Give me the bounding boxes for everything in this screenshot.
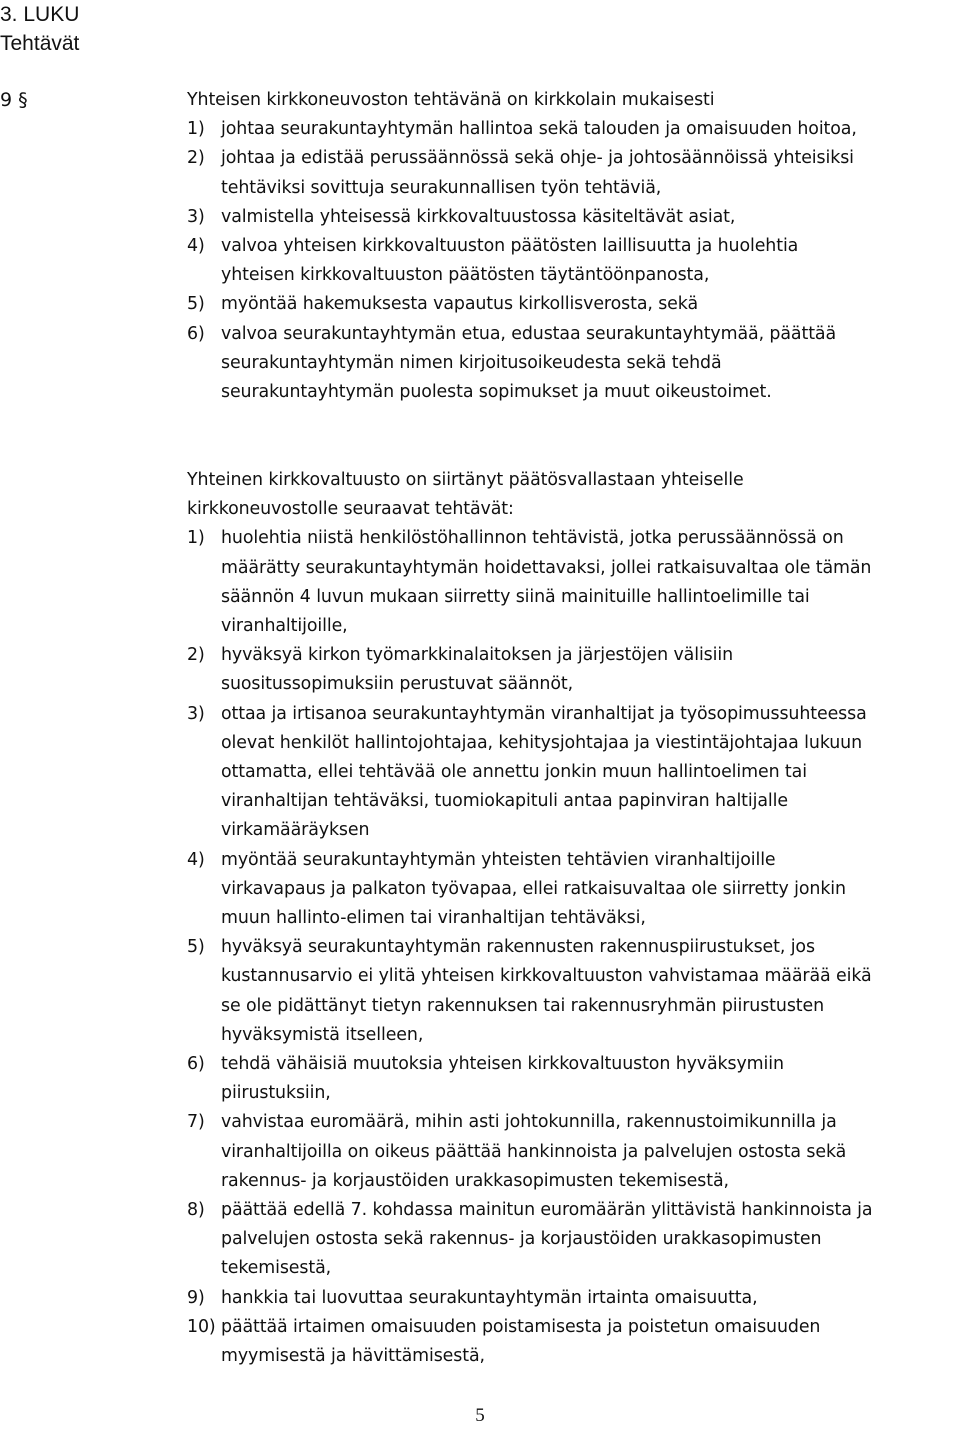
item-number: 10): [187, 1316, 216, 1337]
item-text-line: se ole pidättänyt tietyn rakennuksen tai rakennusryhmän piirustusten: [221, 995, 825, 1016]
item-number: 6): [187, 323, 205, 344]
item-text: [221, 1313, 957, 1371]
list-item: [187, 290, 957, 319]
item-text-line: vahvistaa euromäärä, mihin asti johtokunnilla, rakennustoimikunnilla ja: [221, 1112, 837, 1133]
item-number: 1): [187, 119, 205, 140]
delegation-body: [187, 466, 957, 1371]
item-text-line: huolehtia niistä henkilöstöhallinnon tehtävistä, jotka perussäännössä on: [221, 528, 844, 549]
item-number: 3): [187, 703, 205, 724]
item-number: 8): [187, 1200, 205, 1221]
list-item: [187, 524, 957, 641]
delegation-intro: [187, 466, 957, 524]
item-text-line: päättää irtaimen omaisuuden poistamisesta ja poistetun omaisuuden: [221, 1316, 821, 1337]
item-number: 2): [187, 645, 205, 666]
list-item: [187, 1108, 957, 1196]
item-text-line: ottaa ja irtisanoa seurakuntayhtymän viranhaltijat ja työsopimussuhteessa: [221, 703, 867, 724]
chapter-number: 3. LUKU: [0, 3, 80, 26]
item-text-line: viranhaltijoilla on oikeus päättää hankinnoista ja palvelujen ostosta sekä: [221, 1141, 847, 1162]
item-text: [221, 1284, 957, 1313]
list-item: [187, 933, 957, 1050]
item-text: [221, 320, 957, 408]
item-text-line: rakennus- ja korjaustöiden urakkasopimusten tekemisestä,: [221, 1170, 729, 1191]
item-text-line: säännön 4 luvun mukaan siirretty siinä mainituille hallintoelimille tai: [221, 586, 810, 607]
item-number: 7): [187, 1112, 205, 1133]
chapter-heading: [0, 0, 79, 58]
list-item: [187, 203, 957, 232]
section-number: 9 §: [0, 89, 28, 111]
item-text-line: valmistella yhteisessä kirkkovaltuustossa käsiteltävät asiat,: [221, 206, 736, 227]
item-text-line: hankkia tai luovuttaa seurakuntayhtymän irtainta omaisuutta,: [221, 1287, 758, 1308]
list-item: [187, 641, 957, 699]
list-item: [187, 1196, 957, 1284]
item-text-line: seurakuntayhtymän nimen kirjoitusoikeudesta sekä tehdä: [221, 352, 722, 373]
list-item: [187, 1313, 957, 1371]
item-text-line: piirustuksiin,: [221, 1083, 331, 1104]
item-text: [221, 115, 957, 144]
item-text-line: tehtäviksi sovittuja seurakunnallisen työn tehtäviä,: [221, 177, 662, 198]
item-text-line: ottamatta, ellei tehtävää ole annettu jonkin muun hallintoelimen tai: [221, 762, 807, 783]
section-intro: Yhteisen kirkkoneuvoston tehtävänä on kirkkolain mukaisesti: [187, 90, 715, 110]
item-text-line: tekemisestä,: [221, 1258, 332, 1279]
item-number: 4): [187, 849, 205, 870]
item-number: 1): [187, 528, 205, 549]
item-text: [221, 1196, 957, 1284]
item-number: 5): [187, 937, 205, 958]
item-text: [221, 1050, 957, 1108]
item-text: [221, 1108, 957, 1196]
item-text-line: päättää edellä 7. kohdassa mainitun euromäärän ylittävistä hankinnoista ja: [221, 1200, 873, 1221]
item-text-line: valvoa yhteisen kirkkovaltuuston päätösten laillisuutta ja huolehtia: [221, 236, 799, 257]
list-item: [187, 144, 957, 202]
item-text-line: viranhaltijan tehtäväksi, tuomiokapituli antaa papinviran haltijalle: [221, 791, 788, 812]
item-text-line: määrätty seurakuntayhtymän hoidettavaksi, jollei ratkaisuvaltaa ole tämän: [221, 557, 872, 578]
item-text-line: hyväksyä seurakuntayhtymän rakennusten rakennuspiirustukset, jos: [221, 937, 815, 958]
item-text: [221, 232, 957, 290]
list-item: [187, 700, 957, 846]
item-text-line: myymisestä ja hävittämisestä,: [221, 1346, 485, 1367]
item-number: 2): [187, 148, 205, 169]
delegation-intro-line: kirkkoneuvostolle seuraavat tehtävät:: [187, 499, 514, 520]
item-text-line: myöntää seurakuntayhtymän yhteisten tehtävien viranhaltijoille: [221, 849, 776, 870]
item-text-line: virkamääräyksen: [221, 820, 370, 841]
item-text: [221, 700, 957, 846]
item-text: [221, 524, 957, 641]
section-9-body: [187, 86, 957, 407]
item-number: 4): [187, 236, 205, 257]
list-item: [187, 846, 957, 934]
list-item: [187, 115, 957, 144]
item-number: 6): [187, 1054, 205, 1075]
item-text: [221, 144, 957, 202]
item-text: [221, 933, 957, 1050]
item-text-line: suositussopimuksiin perustuvat säännöt,: [221, 674, 574, 695]
item-text: [221, 290, 957, 319]
item-text: [221, 846, 957, 934]
list-item: [187, 232, 957, 290]
item-text-line: myöntää hakemuksesta vapautus kirkollisverosta, sekä: [221, 294, 699, 315]
list-item: [187, 320, 957, 408]
item-text-line: hyväksymistä itselleen,: [221, 1024, 424, 1045]
list-item: [187, 1284, 957, 1313]
item-text-line: hyväksyä kirkon työmarkkinalaitoksen ja järjestöjen välisiin: [221, 645, 734, 666]
item-text-line: johtaa seurakuntayhtymän hallintoa sekä talouden ja omaisuuden hoitoa,: [221, 119, 857, 140]
item-text-line: muun hallinto-elimen tai viranhaltijan tehtäväksi,: [221, 908, 646, 929]
item-text-line: palvelujen ostosta sekä rakennus- ja korjaustöiden urakkasopimusten: [221, 1229, 822, 1250]
item-number: 5): [187, 294, 205, 315]
list-item: [187, 1050, 957, 1108]
item-text-line: tehdä vähäisiä muutoksia yhteisen kirkkovaltuuston hyväksymiin: [221, 1054, 784, 1075]
item-number: 3): [187, 206, 205, 227]
item-text-line: johtaa ja edistää perussäännössä sekä ohje- ja johtosäännöissä yhteisiksi: [221, 148, 854, 169]
page-number: 5: [475, 1405, 485, 1426]
delegated-task-list: [187, 524, 957, 1371]
item-number: 9): [187, 1287, 205, 1308]
item-text-line: viranhaltijoille,: [221, 616, 348, 637]
section-task-list: [187, 115, 957, 407]
item-text: [221, 641, 957, 699]
item-text: [221, 203, 957, 232]
item-text-line: seurakuntayhtymän puolesta sopimukset ja muut oikeustoimet.: [221, 382, 772, 403]
item-text-line: virkavapaus ja palkaton työvapaa, ellei ratkaisuvaltaa ole siirretty jonkin: [221, 878, 846, 899]
delegation-intro-line: Yhteinen kirkkovaltuusto on siirtänyt päätösvallastaan yhteiselle: [187, 470, 744, 490]
item-text-line: olevat henkilöt hallintojohtajaa, kehitysjohtajaa ja viestintäjohtajaa lukuun: [221, 732, 863, 753]
chapter-title: Tehtävät: [0, 32, 80, 55]
item-text-line: kustannusarvio ei ylitä yhteisen kirkkovaltuuston vahvistamaa määrää eikä: [221, 966, 872, 987]
item-text-line: valvoa seurakuntayhtymän etua, edustaa seurakuntayhtymää, päättää: [221, 323, 837, 344]
item-text-line: yhteisen kirkkovaltuuston päätösten täytäntöönpanosta,: [221, 265, 710, 286]
